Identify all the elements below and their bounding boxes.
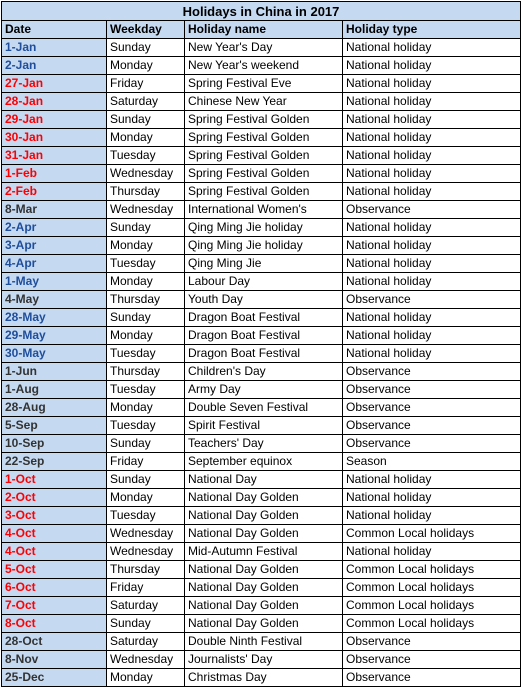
holiday-name-cell[interactable]: Journalists' Day — [185, 651, 343, 669]
table-row — [2, 525, 521, 543]
weekday-cell[interactable]: Sunday — [107, 615, 185, 633]
holiday-name-cell[interactable]: Spring Festival Golden — [185, 129, 343, 147]
holiday-name-cell[interactable]: Army Day — [185, 381, 343, 399]
holiday-type-cell[interactable]: National holiday — [343, 93, 521, 111]
holiday-type-cell[interactable]: Observance — [343, 417, 521, 435]
holiday-type-cell[interactable]: National holiday — [343, 147, 521, 165]
header-weekday[interactable]: Weekday — [107, 21, 185, 39]
holiday-type-cell[interactable]: Observance — [343, 363, 521, 381]
weekday-cell[interactable]: Wednesday — [107, 165, 185, 183]
holiday-type-cell[interactable]: Observance — [343, 669, 521, 687]
holiday-type-cell[interactable]: National holiday — [343, 111, 521, 129]
weekday-cell[interactable]: Saturday — [107, 597, 185, 615]
table-row — [2, 615, 521, 633]
header-holiday-type[interactable]: Holiday type — [343, 21, 521, 39]
date-cell[interactable]: 29-Jan — [2, 111, 107, 129]
holiday-name-cell[interactable]: Dragon Boat Festival — [185, 345, 343, 363]
table-row — [2, 93, 521, 111]
holiday-name-cell[interactable]: National Day — [185, 471, 343, 489]
weekday-cell[interactable]: Sunday — [107, 435, 185, 453]
date-cell[interactable]: 1-Jun — [2, 363, 107, 381]
date-cell[interactable]: 29-May — [2, 327, 107, 345]
holiday-type-cell[interactable]: Common Local holidays — [343, 525, 521, 543]
holiday-type-cell[interactable]: Season — [343, 453, 521, 471]
weekday-cell[interactable]: Friday — [107, 579, 185, 597]
date-cell[interactable]: 2-Jan — [2, 57, 107, 75]
holiday-name-cell[interactable]: September equinox — [185, 453, 343, 471]
holiday-type-cell[interactable]: National holiday — [343, 543, 521, 561]
table-row — [2, 129, 521, 147]
weekday-cell[interactable]: Thursday — [107, 183, 185, 201]
table-row — [2, 111, 521, 129]
table-row — [2, 381, 521, 399]
date-cell[interactable]: 3-Apr — [2, 237, 107, 255]
table-row — [2, 237, 521, 255]
table-row — [2, 75, 521, 93]
weekday-cell[interactable]: Monday — [107, 129, 185, 147]
weekday-cell[interactable]: Sunday — [107, 309, 185, 327]
table-row — [2, 597, 521, 615]
date-cell[interactable]: 2-Feb — [2, 183, 107, 201]
date-cell[interactable]: 3-Oct — [2, 507, 107, 525]
table-row — [2, 39, 521, 57]
weekday-cell[interactable]: Saturday — [107, 93, 185, 111]
table-row — [2, 309, 521, 327]
weekday-cell[interactable]: Wednesday — [107, 651, 185, 669]
table-row — [2, 345, 521, 363]
header-row — [2, 21, 521, 39]
table-row — [2, 633, 521, 651]
table-row — [2, 399, 521, 417]
table-row — [2, 507, 521, 525]
weekday-cell[interactable]: Sunday — [107, 111, 185, 129]
weekday-cell[interactable]: Sunday — [107, 39, 185, 57]
holiday-name-cell[interactable]: Children's Day — [185, 363, 343, 381]
table-row — [2, 579, 521, 597]
weekday-cell[interactable]: Wednesday — [107, 543, 185, 561]
holiday-type-cell[interactable]: Observance — [343, 435, 521, 453]
holiday-type-cell[interactable]: Common Local holidays — [343, 597, 521, 615]
holiday-name-cell[interactable]: Qing Ming Jie holiday — [185, 219, 343, 237]
weekday-cell[interactable]: Thursday — [107, 291, 185, 309]
weekday-cell[interactable]: Saturday — [107, 633, 185, 651]
weekday-cell[interactable]: Thursday — [107, 561, 185, 579]
date-cell[interactable]: 2-Apr — [2, 219, 107, 237]
holiday-type-cell[interactable]: Common Local holidays — [343, 561, 521, 579]
holiday-name-cell[interactable]: Spring Festival Golden — [185, 147, 343, 165]
weekday-cell[interactable]: Friday — [107, 75, 185, 93]
date-cell[interactable]: 1-Feb — [2, 165, 107, 183]
table-title[interactable]: Holidays in China in 2017 — [2, 2, 521, 21]
holiday-name-cell[interactable]: National Day Golden — [185, 489, 343, 507]
date-cell[interactable]: 4-Apr — [2, 255, 107, 273]
date-cell[interactable]: 4-May — [2, 291, 107, 309]
weekday-cell[interactable]: Friday — [107, 453, 185, 471]
holiday-type-cell[interactable]: National holiday — [343, 309, 521, 327]
table-row — [2, 489, 521, 507]
table-row — [2, 147, 521, 165]
table-row — [2, 543, 521, 561]
weekday-cell[interactable]: Monday — [107, 489, 185, 507]
table-row — [2, 471, 521, 489]
holiday-name-cell[interactable]: Spring Festival Eve — [185, 75, 343, 93]
date-cell[interactable]: 1-Oct — [2, 471, 107, 489]
date-cell[interactable]: 4-Oct — [2, 525, 107, 543]
holiday-type-cell[interactable]: Observance — [343, 651, 521, 669]
holiday-name-cell[interactable]: Dragon Boat Festival — [185, 327, 343, 345]
header-holiday-name[interactable]: Holiday name — [185, 21, 343, 39]
table-row — [2, 363, 521, 381]
holiday-name-cell[interactable]: Youth Day — [185, 291, 343, 309]
holiday-type-cell[interactable]: Observance — [343, 201, 521, 219]
holiday-type-cell[interactable]: National holiday — [343, 219, 521, 237]
weekday-cell[interactable]: Monday — [107, 273, 185, 291]
holiday-type-cell[interactable]: National holiday — [343, 183, 521, 201]
holiday-type-cell[interactable]: National holiday — [343, 255, 521, 273]
date-cell[interactable]: 5-Oct — [2, 561, 107, 579]
date-cell[interactable]: 6-Oct — [2, 579, 107, 597]
holiday-name-cell[interactable]: Labour Day — [185, 273, 343, 291]
table-row — [2, 435, 521, 453]
title-row — [2, 2, 521, 21]
holiday-type-cell[interactable]: Observance — [343, 291, 521, 309]
table-row — [2, 201, 521, 219]
holiday-name-cell[interactable]: Double Seven Festival — [185, 399, 343, 417]
holiday-table — [1, 1, 521, 687]
weekday-cell[interactable]: Wednesday — [107, 201, 185, 219]
weekday-cell[interactable]: Tuesday — [107, 147, 185, 165]
holiday-name-cell[interactable]: Double Ninth Festival — [185, 633, 343, 651]
holiday-type-cell[interactable]: National holiday — [343, 507, 521, 525]
holiday-type-cell[interactable]: Common Local holidays — [343, 579, 521, 597]
holiday-type-cell[interactable]: National holiday — [343, 489, 521, 507]
holiday-type-cell[interactable]: National holiday — [343, 75, 521, 93]
holiday-type-cell[interactable]: Observance — [343, 381, 521, 399]
weekday-cell[interactable]: Sunday — [107, 219, 185, 237]
table-row — [2, 651, 521, 669]
table-row — [2, 183, 521, 201]
table-row — [2, 453, 521, 471]
holiday-type-cell[interactable]: National holiday — [343, 327, 521, 345]
date-cell[interactable]: 30-May — [2, 345, 107, 363]
holiday-type-cell[interactable]: National holiday — [343, 39, 521, 57]
date-cell[interactable]: 30-Jan — [2, 129, 107, 147]
holiday-name-cell[interactable]: International Women's — [185, 201, 343, 219]
weekday-cell[interactable]: Monday — [107, 237, 185, 255]
date-cell[interactable]: 7-Oct — [2, 597, 107, 615]
holiday-table-body — [2, 2, 521, 687]
holiday-name-cell[interactable]: Dragon Boat Festival — [185, 309, 343, 327]
holiday-name-cell[interactable]: Spring Festival Golden — [185, 111, 343, 129]
weekday-cell[interactable]: Tuesday — [107, 255, 185, 273]
weekday-cell[interactable]: Monday — [107, 57, 185, 75]
holiday-name-cell[interactable]: National Day Golden — [185, 579, 343, 597]
table-row — [2, 273, 521, 291]
date-cell[interactable]: 1-May — [2, 273, 107, 291]
table-row — [2, 219, 521, 237]
date-cell[interactable]: 10-Sep — [2, 435, 107, 453]
holiday-type-cell[interactable]: National holiday — [343, 237, 521, 255]
holiday-name-cell[interactable]: Spring Festival Golden — [185, 183, 343, 201]
date-cell[interactable]: 8-Oct — [2, 615, 107, 633]
date-cell[interactable]: 1-Jan — [2, 39, 107, 57]
holiday-spreadsheet — [1, 1, 520, 687]
weekday-cell[interactable]: Monday — [107, 327, 185, 345]
weekday-cell[interactable]: Tuesday — [107, 507, 185, 525]
table-row — [2, 417, 521, 435]
date-cell[interactable]: 8-Mar — [2, 201, 107, 219]
table-row — [2, 561, 521, 579]
holiday-name-cell[interactable]: Spring Festival Golden — [185, 165, 343, 183]
holiday-type-cell[interactable]: National holiday — [343, 57, 521, 75]
date-cell[interactable]: 5-Sep — [2, 417, 107, 435]
holiday-type-cell[interactable]: Observance — [343, 633, 521, 651]
holiday-name-cell[interactable]: National Day Golden — [185, 525, 343, 543]
holiday-type-cell[interactable]: National holiday — [343, 471, 521, 489]
holiday-type-cell[interactable]: Observance — [343, 399, 521, 417]
holiday-name-cell[interactable]: National Day Golden — [185, 507, 343, 525]
holiday-type-cell[interactable]: National holiday — [343, 165, 521, 183]
date-cell[interactable]: 28-Aug — [2, 399, 107, 417]
weekday-cell[interactable]: Thursday — [107, 363, 185, 381]
holiday-type-cell[interactable]: Common Local holidays — [343, 615, 521, 633]
holiday-type-cell[interactable]: National holiday — [343, 273, 521, 291]
date-cell[interactable]: 28-Jan — [2, 93, 107, 111]
holiday-type-cell[interactable]: National holiday — [343, 345, 521, 363]
holiday-name-cell[interactable]: Mid-Autumn Festival — [185, 543, 343, 561]
holiday-name-cell[interactable]: National Day Golden — [185, 597, 343, 615]
holiday-name-cell[interactable]: Qing Ming Jie holiday — [185, 237, 343, 255]
holiday-name-cell[interactable]: Christmas Day — [185, 669, 343, 687]
holiday-name-cell[interactable]: Qing Ming Jie — [185, 255, 343, 273]
weekday-cell[interactable]: Tuesday — [107, 417, 185, 435]
date-cell[interactable]: 8-Nov — [2, 651, 107, 669]
date-cell[interactable]: 2-Oct — [2, 489, 107, 507]
weekday-cell[interactable]: Monday — [107, 399, 185, 417]
date-cell[interactable]: 1-Aug — [2, 381, 107, 399]
holiday-name-cell[interactable]: Teachers' Day — [185, 435, 343, 453]
date-cell[interactable]: 22-Sep — [2, 453, 107, 471]
holiday-type-cell[interactable]: National holiday — [343, 129, 521, 147]
table-row — [2, 327, 521, 345]
holiday-name-cell[interactable]: National Day Golden — [185, 615, 343, 633]
date-cell[interactable]: 25-Dec — [2, 669, 107, 687]
weekday-cell[interactable]: Tuesday — [107, 381, 185, 399]
table-row — [2, 291, 521, 309]
holiday-name-cell[interactable]: Spirit Festival — [185, 417, 343, 435]
date-cell[interactable]: 27-Jan — [2, 75, 107, 93]
weekday-cell[interactable]: Wednesday — [107, 525, 185, 543]
date-cell[interactable]: 31-Jan — [2, 147, 107, 165]
weekday-cell[interactable]: Tuesday — [107, 345, 185, 363]
table-row — [2, 165, 521, 183]
table-row — [2, 57, 521, 75]
table-row — [2, 669, 521, 687]
weekday-cell[interactable]: Monday — [107, 669, 185, 687]
table-row — [2, 255, 521, 273]
holiday-name-cell[interactable]: National Day Golden — [185, 561, 343, 579]
holiday-name-cell[interactable]: New Year's Day — [185, 39, 343, 57]
date-cell[interactable]: 4-Oct — [2, 543, 107, 561]
holiday-name-cell[interactable]: Chinese New Year — [185, 93, 343, 111]
date-cell[interactable]: 28-Oct — [2, 633, 107, 651]
date-cell[interactable]: 28-May — [2, 309, 107, 327]
holiday-name-cell[interactable]: New Year's weekend — [185, 57, 343, 75]
header-date[interactable]: Date — [2, 21, 107, 39]
weekday-cell[interactable]: Sunday — [107, 471, 185, 489]
